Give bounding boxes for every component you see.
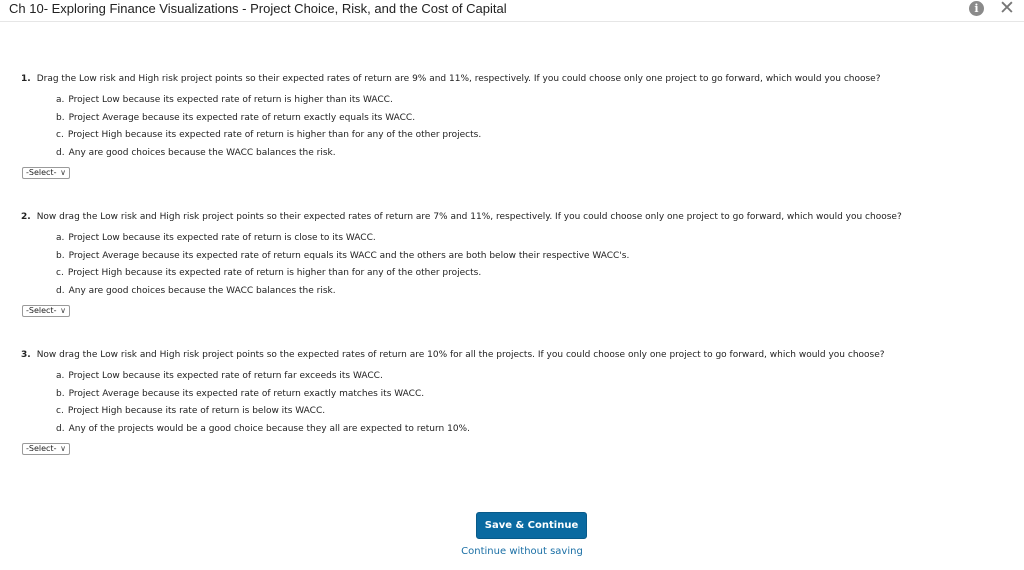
- option-letter: d.: [56, 423, 65, 434]
- answer-options: [56, 93, 1021, 163]
- option-letter: c.: [56, 130, 64, 141]
- option-d: [56, 146, 1021, 164]
- option-b: [56, 249, 1021, 267]
- question-prompt: Drag the Low risk and High risk project points so their expected rates of return are 9% and 11%, respectively. If you could choose only one project to go forward, which would you choose?: [36, 74, 881, 84]
- option-letter: a.: [56, 95, 65, 105]
- question-3: [21, 348, 1021, 455]
- answer-options: [56, 369, 1021, 439]
- option-text: Project High because its expected rate of return is higher than for any of the other projects.: [67, 268, 482, 279]
- question-prompt: Now drag the Low risk and High risk project points so the expected rates of return are 10% for all the projects. If you could choose only one project to go forward, which would you choose?: [36, 350, 885, 360]
- close-icon[interactable]: ✕: [999, 0, 1015, 19]
- option-letter: b.: [56, 250, 65, 261]
- question-number: 3.: [21, 350, 31, 360]
- answer-select-1[interactable]: [22, 167, 70, 179]
- question-1: [21, 72, 1021, 179]
- option-c: [56, 404, 1021, 422]
- option-letter: b.: [56, 388, 65, 399]
- question-text: [21, 348, 1021, 362]
- chevron-down-icon: ∨: [60, 306, 66, 316]
- option-letter: a.: [56, 233, 65, 243]
- option-text: Project Low because its expected rate of return is higher than its WACC.: [68, 95, 393, 105]
- chevron-down-icon: ∨: [60, 168, 66, 178]
- option-a: [56, 231, 1021, 249]
- select-value: -Select-: [26, 306, 57, 316]
- option-letter: d.: [56, 285, 65, 296]
- option-text: Project Average because its expected rate of return exactly equals its WACC.: [68, 112, 416, 123]
- option-d: [56, 422, 1021, 440]
- option-c: [56, 266, 1021, 284]
- option-text: Project High because its rate of return is below its WACC.: [67, 406, 326, 417]
- select-value: -Select-: [26, 444, 57, 454]
- option-text: Project Low because its expected rate of return far exceeds its WACC.: [68, 371, 383, 381]
- select-value: -Select-: [26, 168, 57, 178]
- option-c: [56, 128, 1021, 146]
- option-letter: a.: [56, 371, 65, 381]
- option-text: Project Average because its expected rate of return equals its WACC and the others are both below their respective WACC's.: [68, 250, 630, 261]
- page-title: Ch 10- Exploring Finance Visualizations - Project Choice, Risk, and the Cost of Capital: [9, 1, 507, 16]
- question-2: [21, 210, 1021, 317]
- option-text: Project High because its expected rate of return is higher than for any of the other projects.: [67, 130, 482, 141]
- option-text: Any are good choices because the WACC balances the risk.: [68, 285, 336, 296]
- option-a: [56, 369, 1021, 387]
- question-text: [21, 210, 1021, 224]
- header-bar: [0, 0, 1024, 22]
- option-letter: d.: [56, 147, 65, 158]
- answer-select-2[interactable]: [22, 305, 70, 317]
- option-text: Any are good choices because the WACC balances the risk.: [68, 147, 336, 158]
- option-text: Project Average because its expected rate of return exactly matches its WACC.: [68, 388, 425, 399]
- option-letter: c.: [56, 406, 64, 417]
- chevron-down-icon: ∨: [60, 444, 66, 454]
- question-prompt: Now drag the Low risk and High risk project points so their expected rates of return are 7% and 11%, respectively. If you could choose only one project to go forward, which would you choose?: [36, 212, 902, 222]
- question-number: 1.: [21, 74, 31, 84]
- question-number: 2.: [21, 212, 31, 222]
- info-icon[interactable]: i: [969, 1, 984, 16]
- save-continue-button[interactable]: Save & Continue: [476, 512, 587, 539]
- question-text: [21, 72, 1021, 86]
- answer-options: [56, 231, 1021, 301]
- option-a: [56, 93, 1021, 111]
- option-letter: b.: [56, 112, 65, 123]
- option-text: Project Low because its expected rate of return is close to its WACC.: [68, 233, 376, 243]
- option-text: Any of the projects would be a good choice because they all are expected to return 10%.: [68, 423, 470, 434]
- option-d: [56, 284, 1021, 302]
- continue-without-saving-link[interactable]: Continue without saving: [461, 546, 583, 557]
- option-b: [56, 387, 1021, 405]
- option-b: [56, 111, 1021, 129]
- option-letter: c.: [56, 268, 64, 279]
- answer-select-3[interactable]: [22, 443, 70, 455]
